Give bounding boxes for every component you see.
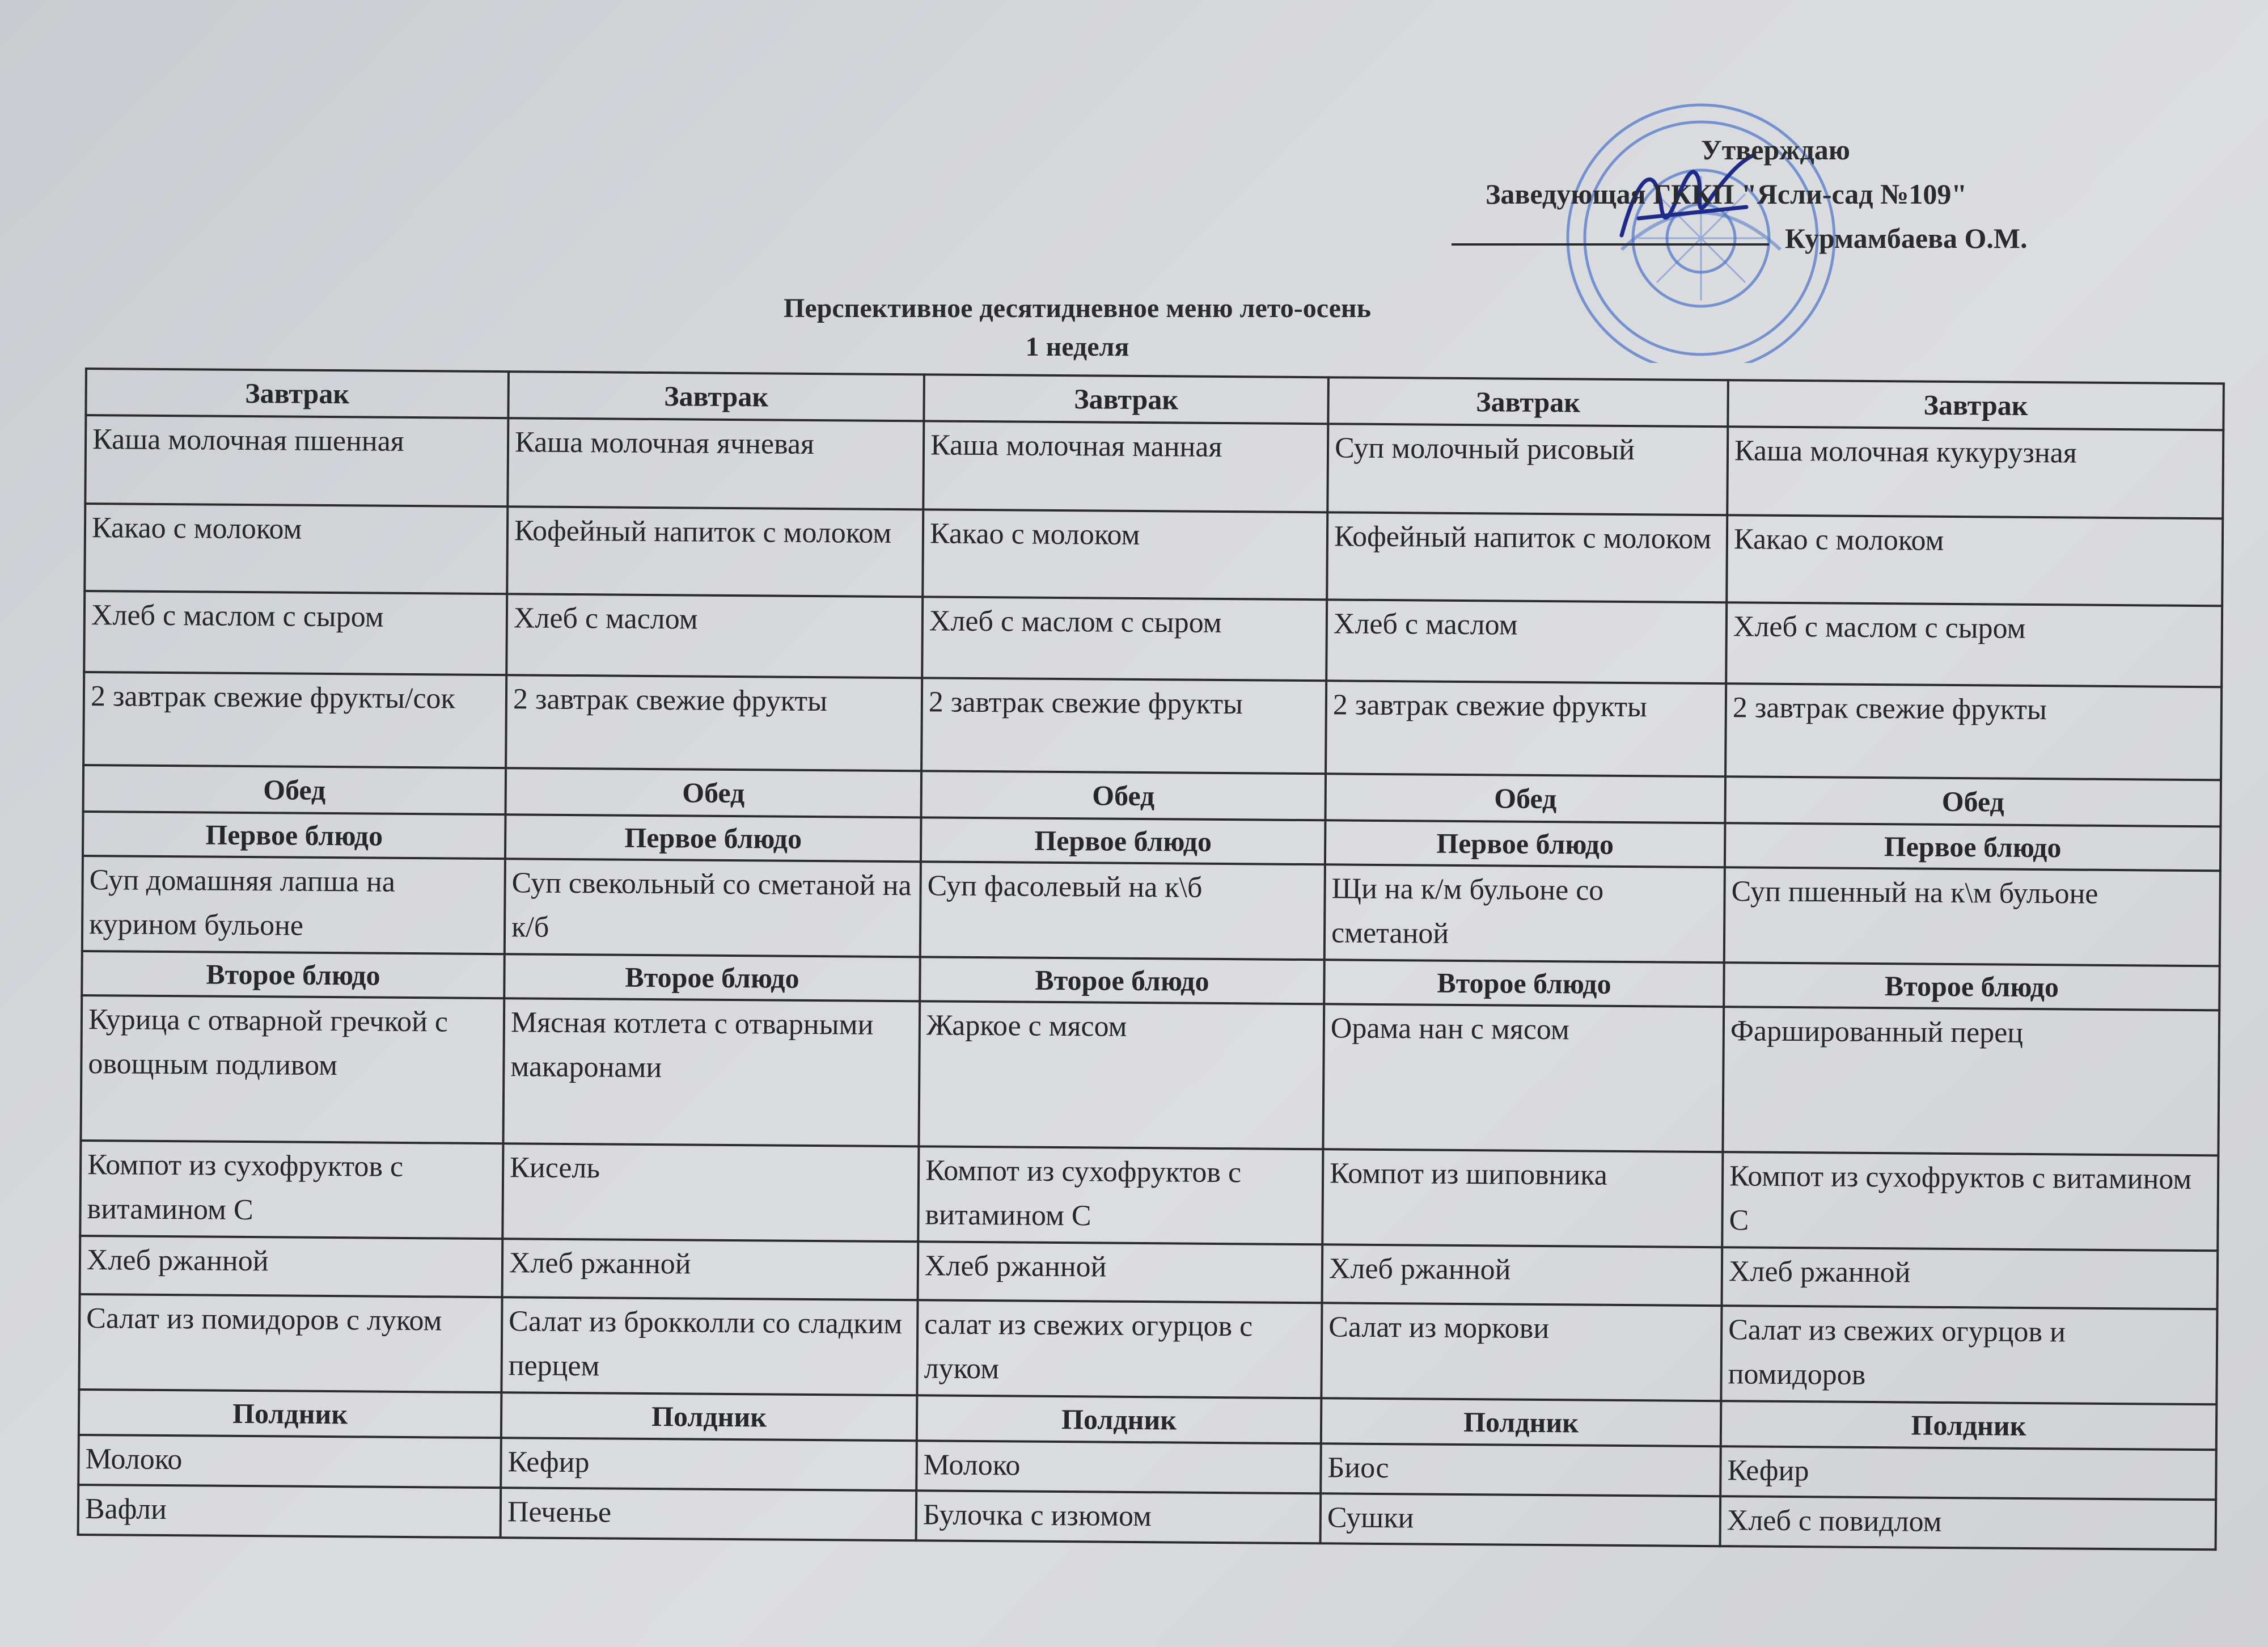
section-header-cell: Завтрак [508, 371, 924, 421]
menu-cell: Хлеб с маслом с сыром [1726, 602, 2222, 687]
section-header-cell: Второе блюдо [920, 957, 1325, 1004]
menu-cell: Кофейный напиток с молоком [1327, 512, 1727, 602]
section-header-cell: Первое блюдо [83, 812, 506, 859]
menu-cell: Молоко [78, 1435, 501, 1488]
menu-cell: Компот из сухофруктов с витамином С [1722, 1152, 2218, 1251]
section-header-cell: Первое блюдо [1725, 823, 2221, 871]
menu-cell: Кисель [502, 1143, 919, 1241]
menu-cell: Хлеб ржанной [918, 1241, 1323, 1302]
menu-week-label: 1 неделя [1025, 332, 1129, 362]
menu-cell: 2 завтрак свежие фрукты [1326, 681, 1726, 776]
menu-cell: 2 завтрак свежие фрукты [506, 675, 922, 771]
menu-cell: Хлеб с повидлом [1720, 1496, 2216, 1549]
menu-cell: Кефир [1720, 1446, 2216, 1500]
approval-position: Заведующая ГККП "Ясли-сад №109" [1486, 178, 1967, 210]
menu-cell: Кефир [501, 1438, 917, 1490]
section-header-cell: Завтрак [86, 369, 509, 418]
menu-cell: Суп пшенный на к\м бульоне [1724, 867, 2220, 966]
section-header-cell: Обед [83, 765, 506, 814]
approval-name: Курмамбаева О.М. [1785, 222, 2028, 254]
menu-row [85, 415, 2223, 518]
menu-row [81, 995, 2219, 1156]
menu-cell: Фаршированный перец [1723, 1007, 2219, 1155]
menu-cell: Какао с молоком [84, 504, 507, 594]
section-header-cell: Второе блюдо [1324, 960, 1724, 1007]
section-header-cell: Обед [1325, 774, 1725, 823]
menu-cell: Хлеб ржанной [502, 1239, 919, 1300]
menu-cell: Курица с отварной гречкой с овощным подливом [81, 995, 504, 1143]
approval-heading: Утверждаю [1701, 134, 1851, 166]
menu-cell: Каша молочная пшенная [85, 415, 508, 506]
section-header-cell: Полдник [1721, 1401, 2217, 1450]
menu-cell: Хлеб с маслом [1326, 599, 1727, 683]
menu-cell: Хлеб с маслом с сыром [84, 591, 507, 675]
section-header-cell: Полдник [79, 1390, 502, 1438]
menu-cell: Каша молочная манная [923, 421, 1328, 512]
menu-title-main: Перспективное десятидневное меню лето-осень [784, 293, 1371, 323]
menu-cell: Суп молочный рисовый [1327, 424, 1728, 515]
menu-cell: Орама нан с мясом [1323, 1004, 1724, 1152]
section-header-cell: Первое блюдо [921, 817, 1326, 864]
menu-cell: Салат из брокколли со сладким перцем [501, 1297, 917, 1395]
menu-row [79, 1294, 2217, 1404]
approval-signature-line [1452, 216, 2028, 260]
menu-cell: Биос [1321, 1443, 1721, 1496]
menu-cell: Щи на к/м бульоне со сметаной [1325, 864, 1725, 962]
menu-row [82, 856, 2220, 966]
menu-cell: Компот из сухофруктов с витамином С [80, 1141, 503, 1239]
section-header-cell: Обед [1725, 776, 2221, 826]
section-header-cell: Завтрак [1328, 377, 1728, 426]
menu-cell: Салат из помидоров с луком [79, 1294, 502, 1392]
menu-cell: Хлеб с маслом [506, 594, 923, 678]
signature-underline [1452, 243, 1769, 246]
menu-cell: Салат из свежих огурцов и помидоров [1721, 1306, 2217, 1404]
section-header-cell: Первое блюдо [505, 814, 921, 861]
menu-cell: Булочка с изюмом [916, 1490, 1321, 1543]
section-header-cell: Завтрак [1728, 380, 2224, 430]
menu-cell: Какао с молоком [1727, 515, 2223, 606]
menu-cell: 2 завтрак свежие фрукты/сок [83, 672, 506, 768]
menu-cell: Суп свекольный со сметаной на к/б [505, 859, 921, 957]
menu-cell: Компот из сухофруктов с витамином С [918, 1146, 1323, 1244]
menu-cell: Каша молочная кукурузная [1727, 426, 2223, 518]
menu-cell: Хлеб ржанной [1722, 1247, 2218, 1309]
menu-cell: Хлеб с маслом с сыром [922, 597, 1327, 681]
menu-cell: Какао с молоком [923, 509, 1327, 599]
section-header-cell: Завтрак [924, 374, 1328, 424]
section-header-cell: Второе блюдо [504, 954, 920, 1001]
section-header-cell: Первое блюдо [1325, 820, 1725, 867]
menu-cell: салат из свежих огурцов с луком [917, 1300, 1322, 1398]
menu-cell: Сушки [1321, 1493, 1721, 1546]
menu-cell: Салат из моркови [1321, 1303, 1721, 1401]
section-header-cell: Обед [921, 771, 1326, 820]
menu-row [84, 504, 2223, 606]
section-header-cell: Полдник [917, 1395, 1322, 1443]
menu-row [84, 591, 2222, 687]
section-header-cell: Полдник [1321, 1398, 1721, 1446]
menu-cell: Печенье [501, 1488, 917, 1540]
menu-cell: Каша молочная ячневая [507, 418, 924, 509]
section-header-cell: Обед [506, 768, 922, 817]
menu-row [80, 1141, 2218, 1251]
menu-cell: 2 завтрак свежие фрукты [1725, 683, 2222, 780]
menu-cell: Молоко [916, 1441, 1321, 1493]
section-header-cell: Второе блюдо [1724, 962, 2220, 1010]
menu-cell: Хлеб ржанной [80, 1236, 503, 1297]
menu-row [83, 672, 2222, 780]
section-header-cell: Второе блюдо [82, 951, 505, 998]
menu-cell: Вафли [78, 1485, 501, 1538]
menu-cell: Жаркое с мясом [919, 1001, 1324, 1149]
menu-cell: 2 завтрак свежие фрукты [921, 678, 1326, 774]
menu-cell: Компот из шиповника [1322, 1149, 1723, 1247]
menu-title [624, 289, 1531, 366]
menu-cell: Кофейный напиток с молоком [507, 506, 923, 597]
menu-cell: Мясная котлета с отварными макаронами [503, 998, 920, 1146]
menu-cell: Суп домашняя лапша на курином бульоне [82, 856, 505, 954]
section-header-cell: Полдник [501, 1392, 917, 1441]
menu-table [77, 368, 2225, 1551]
menu-cell: Суп фасолевый на к\б [920, 861, 1325, 960]
menu-cell: Хлеб ржанной [1322, 1244, 1723, 1305]
